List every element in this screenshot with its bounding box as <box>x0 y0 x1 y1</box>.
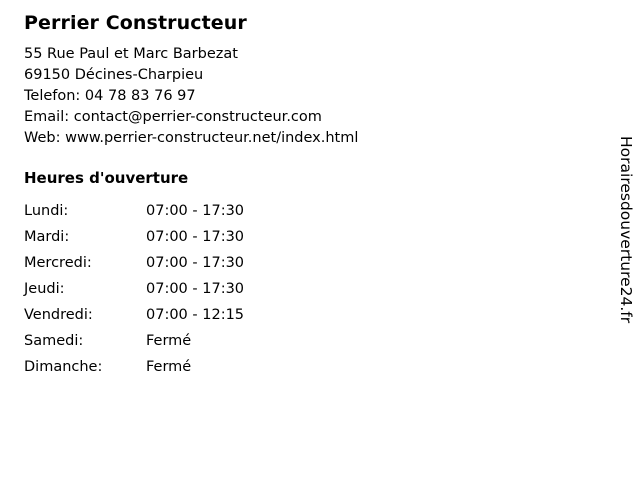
hours-time-value: 07:00 - 17:30 <box>146 229 245 245</box>
table-row <box>24 227 296 253</box>
address-block <box>24 44 584 149</box>
hours-day-label: Samedi: <box>24 333 84 349</box>
phone-line: Telefon: 04 78 83 76 97 <box>24 88 196 104</box>
table-row <box>24 201 296 227</box>
table-row <box>24 305 296 331</box>
address-street: 55 Rue Paul et Marc Barbezat <box>24 46 238 62</box>
address-city: 69150 Décines-Charpieu <box>24 67 204 83</box>
hours-day-label: Dimanche: <box>24 359 103 375</box>
hours-time-value: Fermé <box>146 359 192 375</box>
hours-time-value: 07:00 - 12:15 <box>146 307 245 323</box>
watermark-label: Horairesdouverture24.fr <box>617 136 635 324</box>
hours-day-label: Jeudi: <box>24 281 65 297</box>
hours-time-value: 07:00 - 17:30 <box>146 281 245 297</box>
hours-day-label: Lundi: <box>24 203 69 219</box>
table-row <box>24 357 296 383</box>
page-title: Perrier Constructeur <box>24 12 247 34</box>
hours-time-value: 07:00 - 17:30 <box>146 203 245 219</box>
opening-hours-heading: Heures d'ouverture <box>24 169 189 187</box>
hours-day-label: Mardi: <box>24 229 70 245</box>
hours-time-value: Fermé <box>146 333 192 349</box>
hours-day-label: Mercredi: <box>24 255 92 271</box>
opening-hours-table <box>24 201 296 383</box>
table-row <box>24 279 296 305</box>
hours-day-label: Vendredi: <box>24 307 93 323</box>
content-column <box>24 10 584 383</box>
email-line: Email: contact@perrier-constructeur.com <box>24 109 322 125</box>
table-row <box>24 253 296 279</box>
website-line: Web: www.perrier-constructeur.net/index.html <box>24 130 359 146</box>
table-row <box>24 331 296 357</box>
hours-time-value: 07:00 - 17:30 <box>146 255 245 271</box>
